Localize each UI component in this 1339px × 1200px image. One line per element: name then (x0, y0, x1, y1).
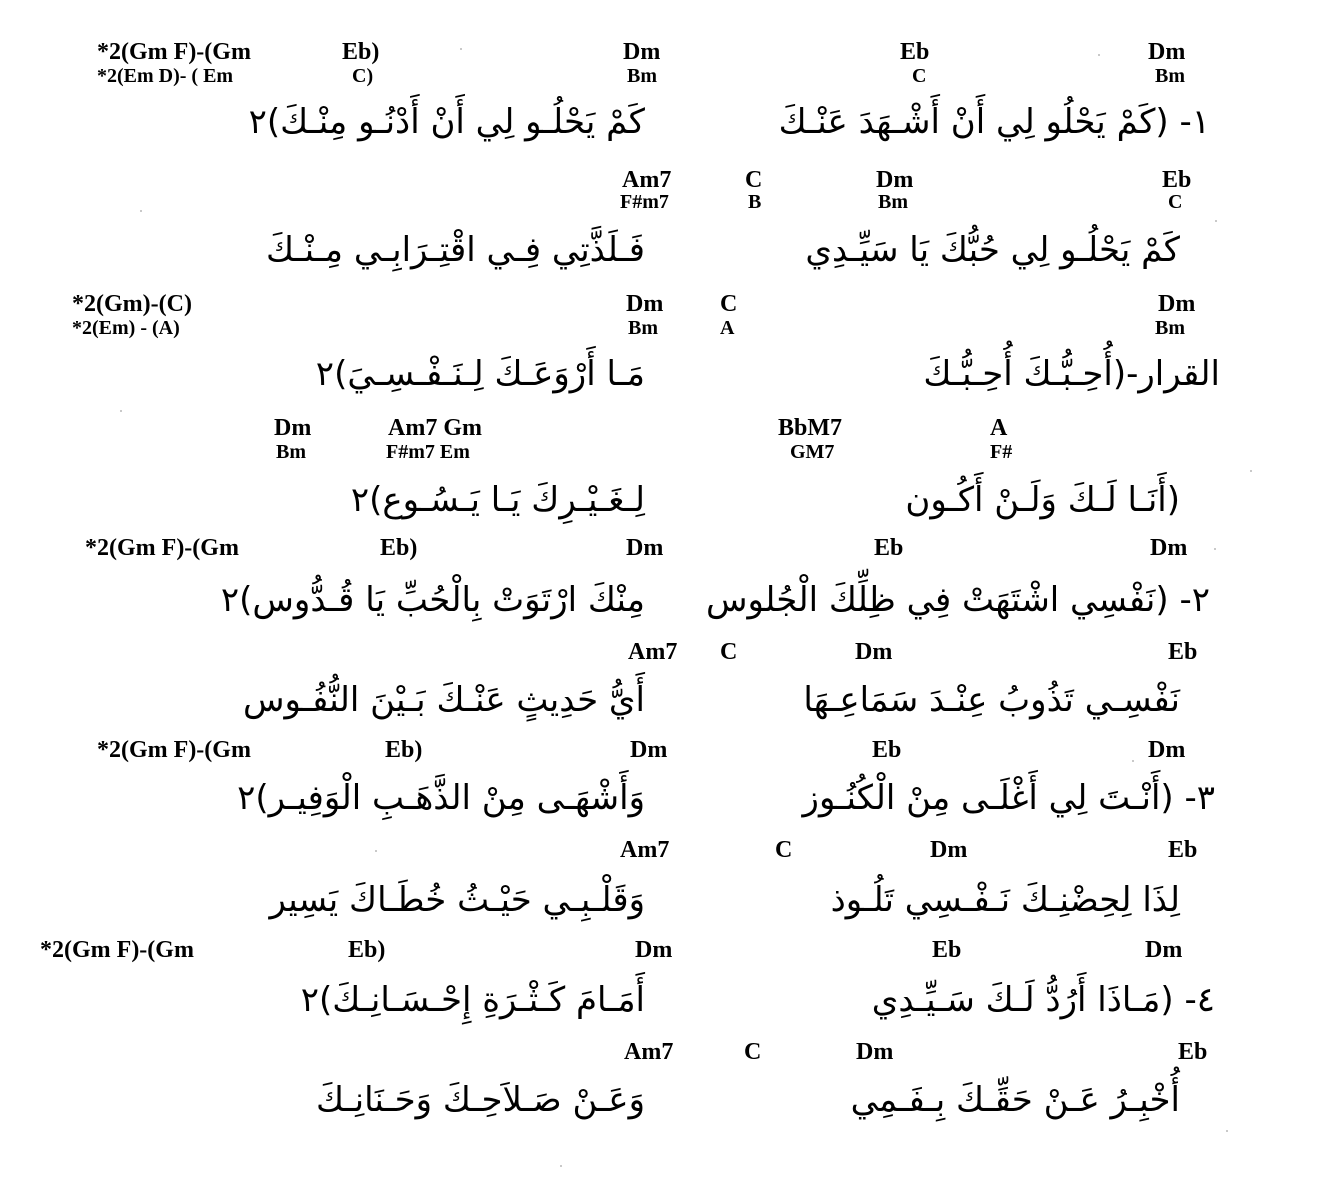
lyric-line-left: كَمْ يَحْلُـو لِي أَنْ أَدْنُـو مِنْـكَ)٢ (248, 102, 645, 142)
scan-speck (1215, 220, 1217, 222)
chord-label: Dm (1148, 39, 1186, 65)
lyric-line-right: ٣- (أَنْـتَ لِي أَغْلَـى مِنْ الْكُنُـوز (802, 778, 1215, 818)
chord-label: Eb (1162, 167, 1192, 193)
chord-label: C (745, 167, 763, 193)
lyric-line-right: ٢- (نَفْسِي اشْتَهَتْ فِي ظِلِّكَ الْجُلوس (705, 580, 1210, 620)
chord-label: Am7 (622, 167, 672, 193)
scan-speck (560, 1165, 562, 1167)
lyric-line-right: ٤- (مَـاذَا أَرُدُّ لَـكَ سَـيِّـدِي (871, 980, 1215, 1020)
lyric-line-right: نَفْسِـي تَذُوبُ عِنْـدَ سَمَاعِـهَا (803, 680, 1180, 720)
chord-label-alt: *2(Em D)- ( Em (97, 65, 234, 87)
chord-label-alt: A (720, 317, 735, 339)
lyric-line-right: (أَنَـا لَـكَ وَلَـنْ أَكُـون (905, 480, 1180, 520)
lyric-line-left: مِنْكَ ارْتَوَتْ بِالْحُبِّ يَا قُـدُّوس)٢ (220, 580, 645, 620)
chord-label: Dm (1150, 535, 1188, 561)
lyric-line-right: ١- (كَمْ يَحْلُو لِي أَنْ أَشْـهَدَ عَنْـكَ (778, 102, 1210, 142)
chord-label: Dm (630, 737, 668, 763)
chord-label: Am7 (624, 1039, 674, 1065)
scan-speck (1098, 54, 1100, 56)
chord-label: *2(Gm F)-(Gm (40, 937, 194, 963)
chord-label: Dm (930, 837, 968, 863)
scan-speck (375, 850, 377, 852)
chord-label-alt: Bm (628, 317, 658, 339)
chord-label: Dm (856, 1039, 894, 1065)
lyric-line-right: أُخْبِـرُ عَـنْ حَقِّـكَ بِـفَـمِي (850, 1080, 1180, 1120)
chord-label: *2(Gm F)-(Gm (97, 39, 251, 65)
chord-label: Eb (874, 535, 904, 561)
chord-label-alt: Bm (878, 191, 908, 213)
chord-label-alt: *2(Em) - (A) (72, 317, 180, 339)
chord-label: BbM7 (778, 415, 843, 441)
lyric-line-right: القرار-(أُحِـبُّـكَ أُحِـبُّـكَ (923, 354, 1220, 394)
lyric-line-left: لِـغَـيْـرِكَ يَـا يَـسُـوع)٢ (350, 480, 645, 520)
chord-label-alt: C) (352, 65, 374, 87)
chord-label-alt: F#m7 Em (386, 441, 470, 463)
chord-label: Dm (274, 415, 312, 441)
chord-label-alt: Bm (276, 441, 306, 463)
scan-speck (1226, 1130, 1228, 1132)
chord-label: Eb (900, 39, 930, 65)
chord-label: Eb (1178, 1039, 1208, 1065)
chord-label: C (744, 1039, 762, 1065)
chord-label: Eb) (385, 737, 423, 763)
lyric-line-right: لِذَا لِحِضْنِـكَ نَـفْـسِي تَلُـوذ (830, 880, 1180, 920)
chord-label-alt: Bm (1155, 317, 1185, 339)
chord-label: Eb) (342, 39, 380, 65)
chord-label-alt: C (1168, 191, 1183, 213)
chord-label-alt: Bm (1155, 65, 1185, 87)
chord-label: Eb (1168, 639, 1198, 665)
scan-speck (1250, 470, 1252, 472)
chord-label: *2(Gm)-(C) (72, 291, 192, 317)
chord-label: Am7 Gm (388, 415, 482, 441)
chord-label-alt: F#m7 (620, 191, 669, 213)
chord-label-alt: F# (990, 441, 1013, 463)
lyric-line-left: وَأَشْهَـى مِنْ الذَّهَـبِ الْوَفِيـر)٢ (237, 778, 645, 818)
chord-label: Eb (932, 937, 962, 963)
lyric-line-left: فَـلَذَّتِي فِـي اقْتِـرَابِـي مِـنْـكَ (265, 230, 645, 270)
chord-label: Eb) (348, 937, 386, 963)
chord-label: Dm (876, 167, 914, 193)
chord-label: C (720, 291, 738, 317)
chord-label: *2(Gm F)-(Gm (97, 737, 251, 763)
scan-speck (140, 210, 142, 212)
chord-label: Dm (855, 639, 893, 665)
scan-speck (1132, 760, 1134, 762)
chord-label: Dm (1148, 737, 1186, 763)
chord-label: C (720, 639, 738, 665)
chord-label-alt: B (748, 191, 762, 213)
lyric-line-left: أَيُّ حَدِيثٍ عَنْـكَ بَـيْنَ النُّفُـوس (242, 680, 645, 720)
chord-label: Eb) (380, 535, 418, 561)
lyric-line-left: مَـا أَرْوَعَـكَ لِـنَـفْـسِـيَ)٢ (315, 354, 645, 394)
chord-label: Dm (623, 39, 661, 65)
chord-label: Eb (1168, 837, 1198, 863)
chord-label: *2(Gm F)-(Gm (85, 535, 239, 561)
lyric-line-left: وَقَلْـبِـي حَيْـثُ خُطَـاكَ يَسِير (269, 880, 645, 920)
chord-label: Dm (1145, 937, 1183, 963)
chord-label: C (775, 837, 793, 863)
scan-speck (460, 48, 462, 50)
chord-label: Dm (1158, 291, 1196, 317)
chord-label: A (990, 415, 1008, 441)
chord-label: Dm (626, 291, 664, 317)
lyric-line-left: وَعَـنْ صَـلاَحِـكَ وَحَـنَانِـكَ (315, 1080, 645, 1120)
chord-label: Am7 (628, 639, 678, 665)
chord-label-alt: C (912, 65, 927, 87)
chord-label-alt: Bm (627, 65, 657, 87)
scan-speck (1214, 548, 1216, 550)
lyric-line-left: أَمَـامَ كَـثْـرَةِ إِحْـسَـانِـكَ)٢ (300, 980, 645, 1020)
chord-label-alt: GM7 (790, 441, 835, 463)
chord-label: Dm (635, 937, 673, 963)
chord-label: Dm (626, 535, 664, 561)
chord-label: Am7 (620, 837, 670, 863)
scan-speck (120, 410, 122, 412)
lyric-line-right: كَمْ يَحْلُـو لِي حُبُّكَ يَا سَيِّـدِي (805, 230, 1180, 270)
chord-label: Eb (872, 737, 902, 763)
